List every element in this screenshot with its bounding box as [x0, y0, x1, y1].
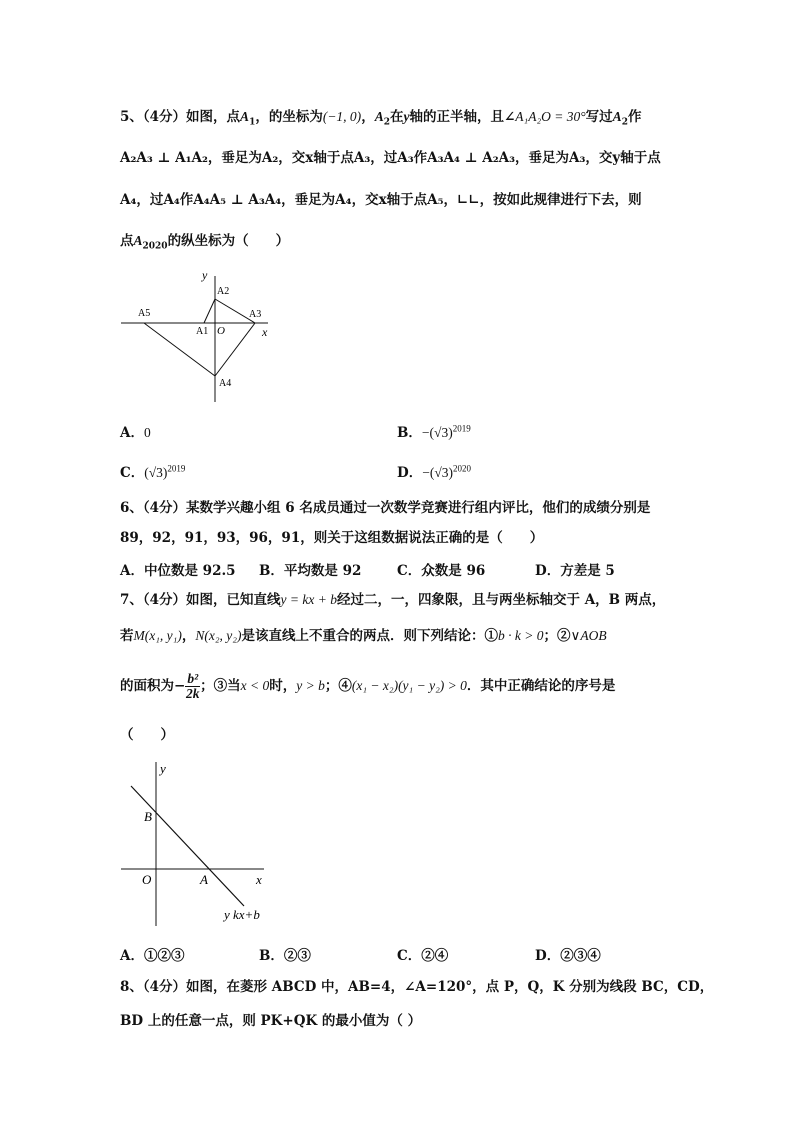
- q5-line-3: A₄，过A₄作A₄A₅ ⊥ A₃A₄，垂足为A₄，交x轴于点A₅，∟∟，按如此规律进行下去，则: [120, 192, 642, 208]
- q7-figure: [118, 758, 288, 928]
- fig5-x-label: x: [262, 325, 268, 339]
- fig5-a1-label: A1: [196, 326, 209, 337]
- fig7-x-label: x: [256, 872, 262, 887]
- q5-line-4: 点$A_{2020}$的纵坐标为（ ）: [120, 233, 290, 252]
- fig7-y-label: y: [160, 761, 166, 776]
- q5-line-1: 5、（4分）如图，点$A_1$，的坐标为(−1, 0)，$A_2$在y轴的正半轴，且∠A₁A₂O = 30°写过$A_2$作: [120, 109, 642, 128]
- q5-option-b[interactable]: B．$-(√3)^{2019}$: [397, 423, 471, 441]
- q7-line-3: 的面积为− $\frac{\text{b²}}{2k}$ ；③当x < 0时，y > b；④(x₁ − x₂)(y₁ − y₂) > 0．其中正确结论的序号是: [120, 671, 616, 701]
- q6-option-b[interactable]: B．平均数是 92: [259, 563, 362, 579]
- fig5-a2-label: A2: [217, 286, 230, 297]
- q5-line-2: A₂A₃ ⊥ A₁A₂，垂足为A₂，交x轴于点A₃，过A₃作A₃A₄ ⊥ A₂A₃，垂足为A₃，交y轴于点: [120, 150, 661, 166]
- fig7-origin-label: O: [142, 872, 152, 887]
- line-y-kx-b: [131, 786, 244, 906]
- fig5-a5-label: A5: [138, 308, 151, 319]
- q6-option-c[interactable]: C．众数是 96: [397, 563, 486, 579]
- fig7-equation-label: y kx+b: [224, 907, 260, 922]
- q8-line-1: 8、（4分）如图，在菱形 ABCD 中，AB=4，∠A=120°，点 P，Q，K 分别为线段 BC，CD，: [120, 979, 714, 995]
- area-fraction: $\frac{\text{b²}}{2k}$: [185, 671, 200, 701]
- q6-line-2: 89，92，91，93，96，91，则关于这组数据说法正确的是（ ）: [120, 530, 544, 546]
- fig7-point-a-label: A: [200, 872, 208, 887]
- segment-a1-a2: [204, 299, 215, 323]
- q7-line-1: 7、（4分）如图，已知直线y = kx + b经过二，一，四象限，且与两坐标轴交于 A，B 两点，: [120, 592, 666, 608]
- fig5-y-label: y: [202, 268, 208, 282]
- fig5-a3-label: A3: [249, 309, 262, 320]
- q7-line-4: （ ）: [120, 727, 174, 743]
- q6-line-1: 6、（4分）某数学兴趣小组 6 名成员通过一次数学竞赛进行组内评比，他们的成绩分别是: [120, 500, 651, 516]
- q7-option-c[interactable]: C．②④: [397, 948, 449, 964]
- q5-option-a[interactable]: A．0: [120, 425, 151, 441]
- fig5-origin-label: O: [217, 325, 225, 337]
- q8-line-2: BD 上的任意一点，则 PK+QK 的最小值为（ ）: [120, 1013, 422, 1029]
- q7-option-b[interactable]: B．②③: [259, 948, 311, 964]
- q5-figure: [118, 266, 278, 406]
- q7-option-a[interactable]: A．①②③: [120, 948, 185, 964]
- q5-option-c[interactable]: C．$(√3)^{2019}$: [120, 463, 186, 481]
- q7-option-d[interactable]: D．②③④: [535, 948, 601, 964]
- q6-option-a[interactable]: A．中位数是 92.5: [120, 563, 236, 579]
- q6-option-d[interactable]: D．方差是 5: [535, 563, 615, 579]
- q7-line-2: 若M(x₁, y₁)，N(x₂, y₂)是该直线上不重合的两点．则下列结论：①b · k > 0；②∨AOB: [120, 628, 607, 644]
- fig5-a4-label: A4: [219, 378, 232, 389]
- q5-option-d[interactable]: D．$-(√3)^{2020}$: [397, 463, 471, 481]
- fig7-point-b-label: B: [144, 809, 152, 824]
